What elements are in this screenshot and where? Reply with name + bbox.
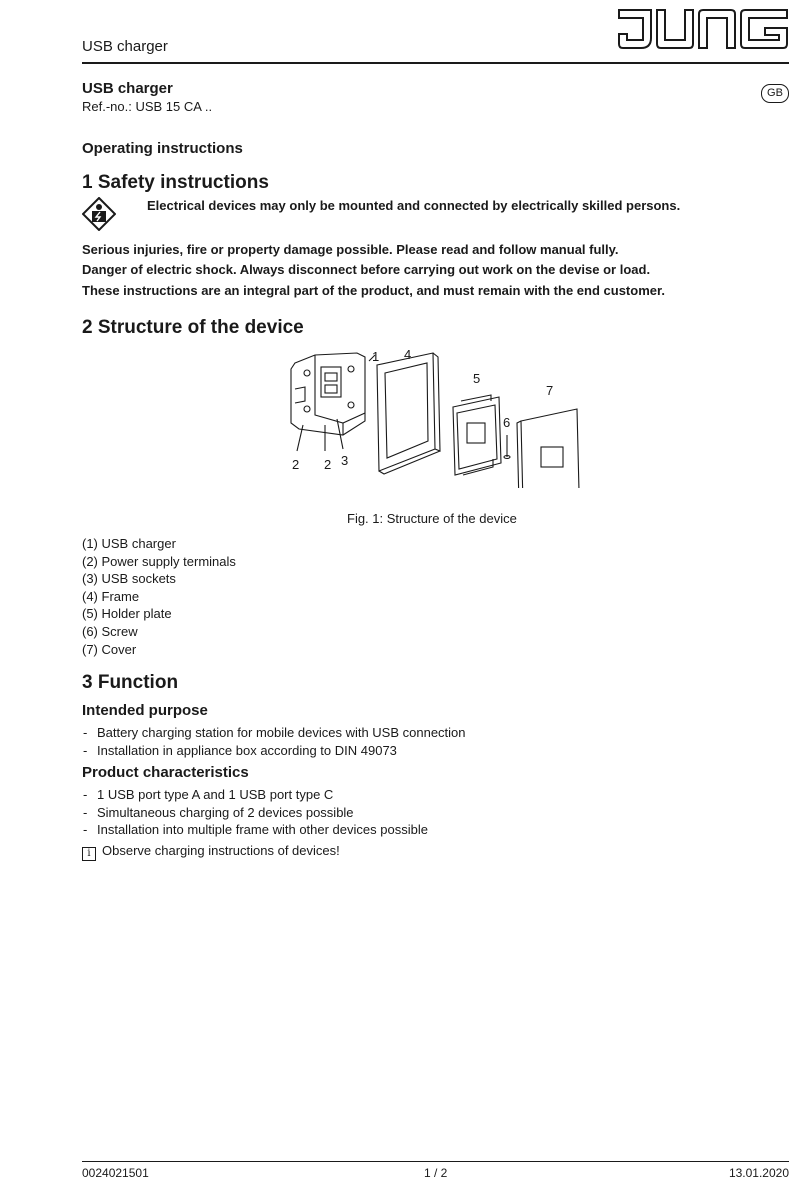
footer-date: 13.01.2020 bbox=[728, 1166, 789, 1180]
product-characteristics-list bbox=[82, 786, 428, 839]
list-item: (7) Cover bbox=[82, 641, 137, 657]
callout-5: 5 bbox=[473, 371, 481, 386]
intended-purpose-heading: Intended purpose bbox=[82, 702, 208, 719]
electrician-note: Electrical devices may only be mounted and connected by electrically skilled persons. bbox=[147, 198, 681, 213]
brand-text: JUNG bbox=[617, 8, 620, 9]
info-icon: i bbox=[82, 847, 96, 861]
footer-doc-number: 0024021501 bbox=[82, 1166, 149, 1180]
callout-7: 7 bbox=[546, 383, 554, 398]
info-note bbox=[82, 843, 340, 861]
language-badge: GB bbox=[761, 84, 789, 103]
list-item: (5) Holder plate bbox=[82, 606, 172, 622]
list-item: (1) USB charger bbox=[82, 536, 176, 551]
list-item: (4) Frame bbox=[82, 588, 140, 604]
list-item: - Installation in appliance box according to DIN 49073 bbox=[82, 742, 466, 760]
warning-line: Serious injuries, fire or property damage possible. Please read and follow manual fully. bbox=[82, 242, 619, 257]
callout-2b: 2 bbox=[324, 457, 332, 472]
parts-list bbox=[82, 535, 236, 658]
list-item: - 1 USB port type A and 1 USB port type C bbox=[82, 786, 428, 804]
warning-line: These instructions are an integral part of the product, and must remain with the end customer. bbox=[82, 283, 665, 298]
list-item: - Installation into multiple frame with other devices possible bbox=[82, 821, 428, 839]
section-function-title: 3 Function bbox=[82, 672, 179, 693]
section-safety-title: 1 Safety instructions bbox=[82, 172, 269, 193]
operating-instructions-heading: Operating instructions bbox=[82, 140, 243, 157]
figure-caption: Fig. 1: Structure of the device bbox=[347, 511, 517, 526]
product-ref: Ref.-no.: USB 15 CA .. bbox=[82, 99, 213, 114]
list-item: (6) Screw bbox=[82, 623, 138, 639]
intended-purpose-list bbox=[82, 724, 466, 759]
callout-2a: 2 bbox=[292, 457, 300, 472]
callout-1: 1 bbox=[372, 349, 380, 364]
footer-rule bbox=[82, 1161, 789, 1162]
warning-line: Danger of electric shock. Always disconnect before carrying out work on the devise or load. bbox=[82, 262, 651, 277]
device-structure-figure bbox=[285, 343, 585, 488]
cover bbox=[517, 409, 579, 488]
list-item: (2) Power supply terminals bbox=[82, 553, 236, 569]
callout-6: 6 bbox=[503, 415, 511, 430]
frame bbox=[377, 353, 440, 474]
electrician-icon bbox=[82, 197, 116, 231]
product-title: USB charger bbox=[82, 80, 173, 97]
header-title: USB charger bbox=[82, 38, 168, 55]
info-note-text: Observe charging instructions of devices! bbox=[102, 843, 340, 858]
list-item: (3) USB sockets bbox=[82, 571, 176, 587]
callout-3: 3 bbox=[341, 453, 349, 468]
product-characteristics-heading: Product characteristics bbox=[82, 764, 249, 781]
list-item: - Simultaneous charging of 2 devices possible bbox=[82, 804, 428, 822]
screw bbox=[504, 435, 510, 459]
footer-page: 1 / 2 bbox=[424, 1166, 448, 1180]
usb-charger-insert bbox=[291, 353, 365, 435]
list-item: - Battery charging station for mobile devices with USB connection bbox=[82, 724, 466, 742]
header-rule bbox=[82, 62, 789, 64]
jung-logo bbox=[617, 8, 789, 50]
callout-4: 4 bbox=[404, 347, 412, 362]
holder-plate bbox=[453, 395, 501, 475]
section-structure-title: 2 Structure of the device bbox=[82, 317, 304, 338]
